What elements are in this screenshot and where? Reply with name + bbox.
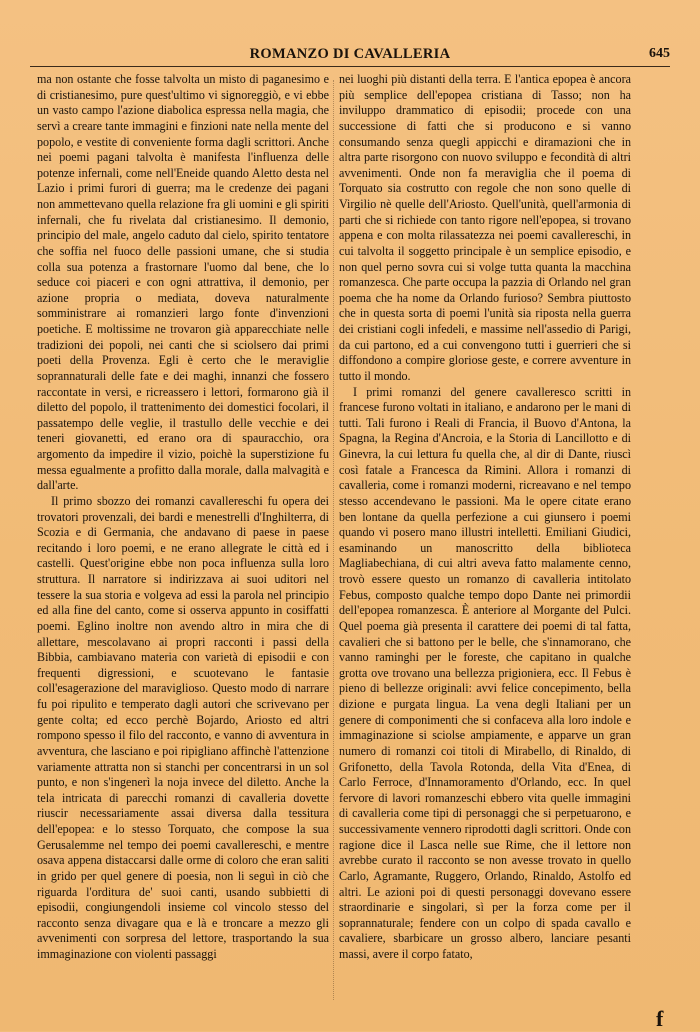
ink-mark: f bbox=[656, 1006, 664, 1031]
running-title: ROMANZO DI CAVALLERIA bbox=[249, 46, 451, 62]
paragraph: nei luoghi più distanti della terra. E l'antica epopea è ancora più semplice dell'epopea cristiana di Tasso; non ha inviluppo drammatico di episodii; procede con una successione di fatti che si producono e si vanno consumando senza quegli appicchi e diramazioni che in altra parte risorgono con nuovo sviluppo e fecondità di altri avvenimenti. Onde non fa meraviglia che il poema di Torquato sia costrutto con regole che non sono quelle di Virgilio nè quelle dell'Ariosto. Quell'unità, quell'armonia di parti che si richiede con tanto rigore nell'epopea, si trovano appena e con molta rilassatezza nei poemi cavallereschi, in cui talvolta il soggetto principale è un semplice episodio, e non quel perno sovra cui si volge tutta quanta la macchina romanzesca. Che parte occupa la pazzia di Orlando nel gran poema che ha nome da Orlando furioso? Sembra piuttosto che in questa sorta di poemi l'unità sia riposta nella guerra dei cristiani cogli infedeli, e massime nell'assedio di Parigi, da cui partono, ed a cui convengono tutti i guerrieri che si diffondono a compire gloriose geste, e correre avventure in tutto il mondo. bbox=[339, 72, 631, 383]
running-header bbox=[30, 44, 670, 67]
page-number: 645 bbox=[649, 46, 670, 61]
paragraph: ma non ostante che fosse talvolta un misto di paganesimo e di cristianesimo, pure quest'ultimo vi signoreggiò, e vi ebbe un vasto campo l'azione diabolica espressa nella magia, che servì a creare tante immagini e finzioni nate nella mente del popolo, e vestite di conveniente forma dagli scrittori. Anche nei poemi pagani talvolta è manifesta l'influenza delle potenze infernali, come nell'Eneide quando Aletto desta nel Lazio i primi furori di guerra; ma le credenze dei pagani non ammettevano quella relazione fra gli uomini e gli spiriti infernali, che fu rivelata dal cristianesimo. Il demonio, principio del male, angelo caduto dal cielo, spirito tentatore che soffia nel fuoco delle passioni umane, che si studia colla sua potenza a frastornare l'uomo dal bene, che lo seduce coi piaceri e con ogni attrattiva, il demonio, per azione propria o mediata, doveva naturalmente somministrare ai romanzieri largo fonte d'invenzioni poetiche. E moltissime ne trovaron già apparecchiate nelle tradizioni dei popoli, nei canti che si sciolsero dai primi poeti della Provenza. Egli è certo che le meraviglie soprannaturali delle fate e dei maghi, innanzi che fossero raccontate in versi, e ricreassero i lettori, formarono già il diletto del popolo, il trattenimento dei domestici focolari, il passatempo delle veglie, il trastullo delle vecchie e dei teneri giovanetti, ed erano ora di spauracchio, ora argomento da impedire il vizio, poichè la superstizione fu messa egualmente a profitto dalla morale, dalla malvagità e dall'arte. bbox=[37, 72, 329, 493]
left-column bbox=[37, 72, 329, 963]
column-divider bbox=[333, 80, 334, 1000]
right-column bbox=[339, 72, 631, 963]
paragraph: Il primo sbozzo dei romanzi cavallereschi fu opera dei trovatori provenzali, dei bardi e menestrelli d'Inghilterra, di Scozia e di Germania, che andavano di paese in paese recitando i loro poemi, e ne erano allegrate le città ed i castelli. Quest'origine ebbe non poca influenza sulla loro struttura. Il narratore si indirizzava ai suoi uditori nel tessere la sua storia e volgeva ad essi la parola nel principio ed alla fine del canto, come si osserva appunto in cosiffatti poemi. Eglino inoltre non avendo altro in mira che di allettare, mescolavano ai propri racconti i passi della Bibbia, cambiavano materia con varietà di episodii e con frequenti digressioni, e scuotevano le fantasie coll'esagerazione del maraviglioso. Questo modo di narrare fu poi ripulito e temperato dagli autori che scrivevano per gente colta; ed ecco perchè Bojardo, Ariosto ed altri rompono spesso il filo del racconto, e vanno di avventura in avventura, che lasciano e poi ripigliano affinchè l'attenzione variamente attratta non si stanchi per concentrarsi in un sol punto, e non s'ingenerì la noja invece del diletto. Anche la tela intricata di parecchi romanzi di cavalleria dovette riuscir necessariamente assai diversa dalla tessitura dell'epopea: e lo stesso Torquato, che compose la sua Gerusalemme nel tempo dei poemi cavallereschi, e mentre osava appena distaccarsi dalle orme di coloro che eran saliti in grido per quel genere di poesia, non li seguì in ciò che riguarda l'orditura de' suoi canti, usando subbietti di episodii, congiungendoli insieme col vincolo stesso del racconto senza divagare qua e là e troncare a mezzo gli avvenimenti con sorpresa del lettore, trasportando la sua immaginazione con violenti passaggi bbox=[37, 493, 329, 961]
paragraph: I primi romanzi del genere cavalleresco scritti in francese furono voltati in italiano, e andarono per le mani di tutti. Tali furono i Reali di Francia, il Buovo d'Antona, la Spagna, la Regina d'Ancroia, e la Storia di Lancillotto e di Ginevra, la cui lettura fu quella che, al dir di Dante, riuscì così fatale a Francesca da Rimini. Allora i romanzi di cavalleria, come i romanzi moderni, ricreavano e nel tempo stesso accendevano le passioni. Ma le opere citate erano ben lontane da quella perfezione a cui giunsero i poemi quando vi posero mano illustri intelletti. Emiliani Giudici, esaminando un manoscritto della biblioteca Magliabechiana, di cui altri aveva fatto malamente cenno, trovò essere questo un romanzo di cavalleria intitolato Febus, composto qualche tempo dopo Dante nei primordii dell'epopea romanzesca. È anteriore al Morgante del Pulci. Quel poema già presenta il carattere dei poemi di tal fatta, cavalieri che si battono per le belle, che s'innamorano, che vanno raminghi per le foreste, che capitano in qualche grotta ove trovano una bellezza prigioniera, ecc. Il Febus è pieno di bellezze originali: avvi felice concepimento, bella dizione e purgata lingua. La vena degli Italiani per un genere di componimenti che si confaceva alla loro indole e immaginazione si sciolse ampiamente, e apparve un gran numero di romanzi coi titoli di Mirabello, di Rinaldo, di Grifonetto, della Tavola Rotonda, della Vita d'Enea, di Carlo Ferroce, d'Innamoramento d'Orlando, ecc. In quel fervore di lavori romanzeschi ebbero vita quelle immagini di cavalleria come tipi di personaggi che si perpetuarono, e successivamente vennero riprodotti dagli scrittori. Onde con ragione dice il Lasca nelle sue Rime, che il lettore non avrebbe curato il racconto se non avesse trovato in quello Carlo, Agramante, Ruggero, Orlando, Rinaldo, Astolfo ed altri. Le azioni poi di questi personaggi dovevano essere straordinarie e singolari, sì per la forza come per il soprannaturale; fendere con un colpo di spada cavallo e cavaliere, sbarbicare un grosso albero, lanciare pesanti massi, avere il corpo fatato, bbox=[339, 384, 631, 961]
